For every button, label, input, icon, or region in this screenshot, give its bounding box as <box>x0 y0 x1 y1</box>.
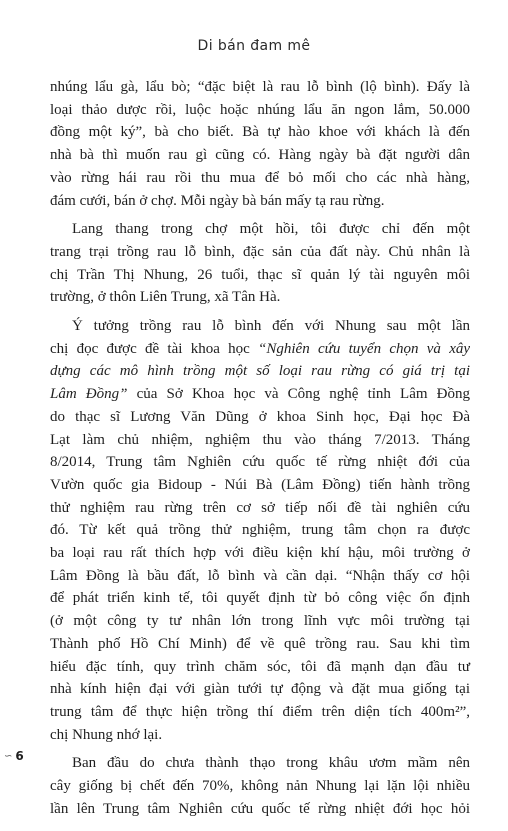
text-line: thử nghiệm rau rừng trên cơ sở tiếp nối đề tài nghiên cứu <box>50 499 470 516</box>
text-line: chị Trần Thị Nhung, 26 tuổi, thạc sĩ quản lý tài nguyên môi <box>50 266 470 283</box>
text-line: trường, ở thôn Liên Trung, xã Tân Hà. <box>50 289 281 306</box>
study-title-fragment: “Nghiên cứu tuyển chọn và xây <box>258 340 471 357</box>
paragraph-3 <box>50 315 470 746</box>
text-line: trung tâm để thực hiện trồng thí điểm trên diện tích 400m²”, <box>50 703 470 720</box>
text-line: vào rừng hái rau rồi thu mua để bỏ mối cho các nhà hàng, <box>50 169 470 186</box>
paragraph-4 <box>50 752 470 820</box>
ornament-icon: ∽ <box>4 750 13 762</box>
text-line: trang trại trồng rau lỗ bình, đặc sản của đất này. Chủ nhân là <box>50 243 470 260</box>
text-line: đám cưới, bán ở chợ. Mỗi ngày bà bán mấy tạ rau rừng. <box>50 192 385 209</box>
text-line-italic <box>50 360 470 383</box>
text-line: Lâm Đồng là bầu đất, lỗ bình và cần dại. “Nhận thấy cơ hội <box>50 567 470 584</box>
paragraph-1 <box>50 76 470 212</box>
text-line: nhà bà thì muốn rau gì cũng có. Hàng ngày bà đặt người dân <box>50 147 470 164</box>
text-line: đó. Từ kết quả trồng thử nghiệm, trung tâm chọn ra được <box>50 522 470 539</box>
study-title-fragment: dựng các mô hình trồng một số loại rau rừng có giá trị tại <box>50 363 470 380</box>
text-line: 8/2014, Trung tâm Nghiên cứu quốc tế rừng nhiệt đới của <box>50 454 470 471</box>
text-line: nhúng lẩu gà, lẩu bò; “đặc biệt là rau lỗ bình (lộ bình). Đấy là <box>50 79 470 95</box>
paragraph-2 <box>50 218 470 309</box>
text-line: hiểu đặc tính, quy trình chăm sóc, tôi đã mạnh dạn đầu tư <box>50 658 470 675</box>
text-line: ba loại rau rất thích hợp với điều kiện khí hậu, môi trường ở <box>50 545 470 562</box>
text-line: lần lên Trung tâm Nghiên cứu quốc tế rừng nhiệt đới học hỏi <box>50 800 470 817</box>
text-line: nhà kính hiện đại với giàn tưới tự động và đặt mua giống tại <box>50 681 470 698</box>
text-line: Thành phố Hồ Chí Minh) để về quê trồng rau. Sau khi tìm <box>50 635 470 652</box>
text-line: Vườn quốc gia Bidoup - Núi Bà (Lâm Đồng) tiến hành trồng <box>50 476 470 493</box>
text-line-with-italic <box>50 383 470 406</box>
running-head: Di bán đam mê <box>197 38 311 54</box>
text-line: chị Nhung nhớ lại. <box>50 726 163 743</box>
text-line: do thạc sĩ Lương Văn Dũng ở khoa Sinh học, Đại học Đà <box>50 408 470 425</box>
study-title-fragment: Lâm Đồng” <box>50 386 128 403</box>
text-line: Ý tưởng trồng rau lỗ bình đến với Nhung sau một lần <box>72 318 470 335</box>
text-line: Ban đầu do chưa thành thạo trong khâu ươm mầm nên <box>72 755 470 772</box>
page-number: 6 <box>15 749 24 763</box>
page-number-block <box>4 748 24 764</box>
text-line: Lang thang trong chợ một hồi, tôi được chỉ đến một <box>72 221 470 238</box>
text-line: cây giống bị chết đến 70%, không nản Nhung lại lặn lội nhiều <box>50 778 470 795</box>
text-line: (ở một công ty tư nhân lớn trong lĩnh vực môi trường tại <box>50 613 470 630</box>
text-line: để phát triển kinh tế, tôi quyết định từ bỏ công việc ổn định <box>50 590 470 607</box>
text-line: loại thảo dược rồi, luộc hoặc nhúng lẩu ăn ngon lắm, 50.000 <box>50 101 470 118</box>
text-line: Lạt làm chủ nhiệm, nghiệm thu vào tháng 7/2013. Tháng <box>50 431 470 448</box>
text-fragment: của Sở Khoa học và Công nghệ tỉnh Lâm Đồng <box>127 386 470 403</box>
text-line: đồng một ký”, bà cho biết. Bà tự hào khoe với khách là đến <box>50 124 470 141</box>
text-fragment: chị đọc được đề tài khoa học <box>50 340 259 357</box>
text-line-with-italic <box>50 338 470 361</box>
body-text <box>50 76 470 827</box>
